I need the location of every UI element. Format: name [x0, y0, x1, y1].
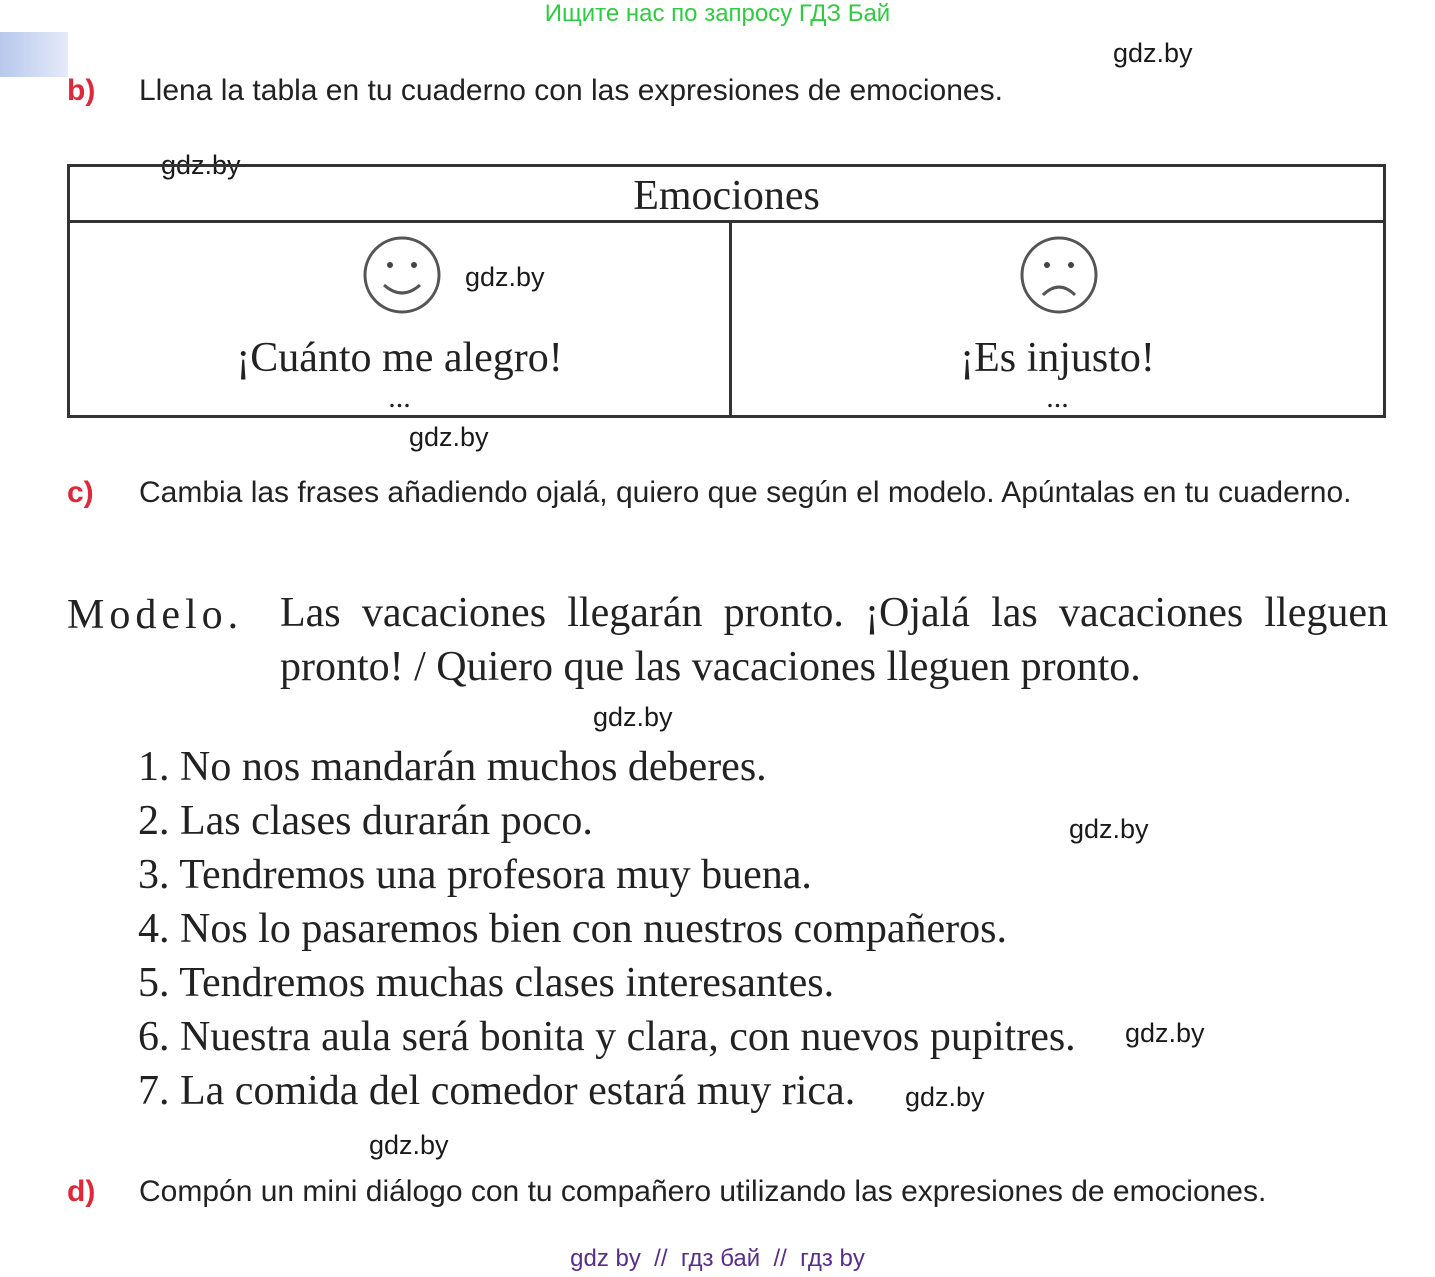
happy-face-icon [362, 235, 442, 315]
sad-ellipsis: ... [1046, 381, 1069, 414]
table-header: Emociones [70, 167, 1383, 223]
sentence-list [138, 740, 1076, 1118]
watermark: gdz.by [161, 150, 241, 180]
task-b-letter: b) [67, 74, 96, 107]
table-cell-sad [732, 223, 1383, 415]
task-c-letter: c) [67, 476, 94, 509]
task-d-letter: d) [67, 1175, 96, 1208]
watermark: gdz.by [369, 1130, 449, 1160]
watermark: gdz.by [905, 1082, 985, 1112]
watermark: gdz.by [409, 422, 489, 452]
sentence-item: 1. No nos mandarán muchos deberes. [138, 744, 767, 790]
watermark: gdz.by [1125, 1018, 1205, 1048]
task-c-text: Cambia las frases añadiendo ojalá, quiero que según el modelo. Apúntalas en tu cuaderno. [139, 476, 1352, 509]
footer-links: gdz by // гдз бай // гдз by [570, 1245, 865, 1272]
task-b-text: Llena la tabla en tu cuaderno con las expresiones de emociones. [139, 74, 1003, 107]
watermark: gdz.by [593, 702, 673, 732]
watermark: gdz.by [465, 262, 545, 292]
sentence-item: 5. Tendremos muchas clases interesantes. [138, 960, 835, 1006]
top-banner: Ищите нас по запросу ГДЗ Бай [544, 0, 891, 27]
sentence-item: 2. Las clases durarán poco. [138, 798, 593, 844]
table-cell-happy [70, 223, 729, 415]
sentence-item: 4. Nos lo pasaremos bien con nuestros compañeros. [138, 906, 1007, 952]
sentence-item: 6. Nuestra aula será bonita y clara, con nuevos pupitres. [138, 1014, 1076, 1060]
happy-ellipsis: ... [388, 381, 411, 414]
sentence-item: 7. La comida del comedor estará muy rica. [138, 1068, 856, 1114]
watermark: gdz.by [1113, 38, 1193, 68]
model-label: Modelo. [67, 592, 244, 638]
sentence-item: 3. Tendremos una profesora muy buena. [138, 852, 812, 898]
happy-phrase: ¡Cuánto me alegro! [236, 335, 563, 381]
emotions-table [67, 164, 1386, 418]
model-text: Las vacaciones llegarán pronto. ¡Ojalá las vacaciones lleguen pronto! / Quiero que las vacaciones lleguen pronto. [280, 590, 1388, 690]
sad-phrase: ¡Es injusto! [960, 335, 1155, 381]
task-d-text: Compón un mini diálogo con tu compañero utilizando las expresiones de emociones. [139, 1175, 1267, 1208]
watermark: gdz.by [1069, 814, 1149, 844]
sad-face-icon [1019, 235, 1099, 315]
corner-tab [0, 32, 68, 77]
